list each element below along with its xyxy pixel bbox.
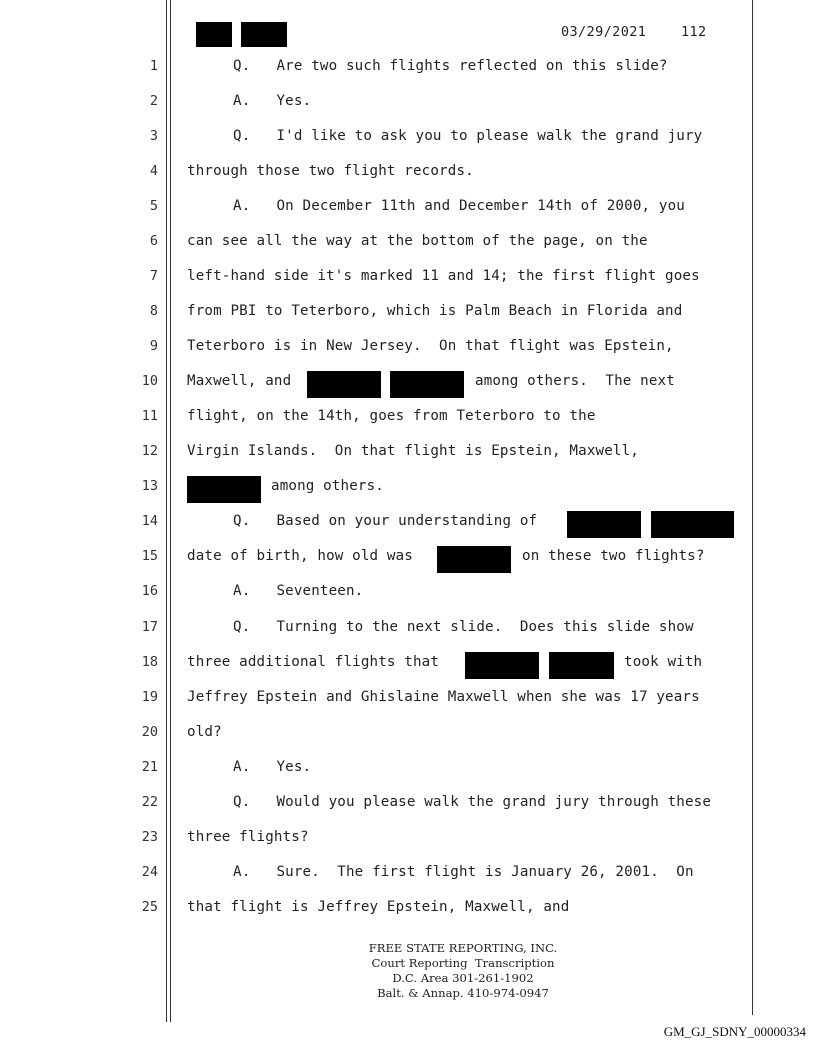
transcript-line — [0, 581, 816, 616]
redaction-block — [567, 511, 641, 538]
line-text: Q. Turning to the next slide. Does this slide show — [233, 619, 694, 635]
line-number: 1 — [149, 58, 158, 74]
transcript-line — [0, 862, 816, 897]
transcript-line — [0, 476, 816, 511]
page-header — [0, 22, 816, 50]
line-text: A. Yes. — [233, 93, 312, 109]
line-number: 20 — [141, 724, 158, 740]
line-number: 7 — [149, 268, 158, 284]
redaction-block — [196, 22, 232, 47]
transcript-line — [0, 897, 816, 932]
transcript-line — [0, 441, 816, 476]
transcript-line — [0, 56, 816, 91]
line-text: Q. I'd like to ask you to please walk the grand jury — [233, 128, 703, 144]
line-text: Jeffrey Epstein and Ghislaine Maxwell when she was 17 years — [187, 689, 700, 705]
line-number: 2 — [149, 93, 158, 109]
line-number: 11 — [141, 408, 158, 424]
line-text: among others. — [271, 478, 384, 494]
transcript-line — [0, 266, 816, 301]
transcript-line — [0, 511, 816, 546]
line-number: 6 — [149, 233, 158, 249]
line-number: 10 — [141, 373, 158, 389]
footer-phone-dc: D.C. Area 301-261-1902 — [392, 971, 534, 985]
redaction-block — [390, 371, 464, 398]
redaction-block — [465, 652, 539, 679]
line-text: Maxwell, and — [187, 373, 292, 389]
line-text: from PBI to Teterboro, which is Palm Beach in Florida and — [187, 303, 683, 319]
footer-services: Court Reporting Transcription — [371, 956, 555, 970]
line-number: 3 — [149, 128, 158, 144]
bates-number: GM_GJ_SDNY_00000334 — [663, 1024, 806, 1039]
line-number: 19 — [141, 689, 158, 705]
transcript-line — [0, 687, 816, 722]
transcript-line — [0, 652, 816, 687]
page-number: 112 — [681, 24, 707, 40]
redaction-block — [437, 546, 511, 573]
redaction-block — [307, 371, 381, 398]
line-number: 14 — [141, 513, 158, 529]
line-number: 16 — [141, 583, 158, 599]
line-text: A. Yes. — [233, 759, 312, 775]
footer-company: FREE STATE REPORTING, INC. — [368, 941, 558, 955]
line-number: 21 — [141, 759, 158, 775]
line-text: three flights? — [187, 829, 309, 845]
line-number: 12 — [141, 443, 158, 459]
line-text: Teterboro is in New Jersey. On that flight was Epstein, — [187, 338, 674, 354]
transcript-line — [0, 196, 816, 231]
redaction-block — [651, 511, 734, 538]
transcript-date: 03/29/2021 — [561, 24, 647, 40]
line-number: 22 — [141, 794, 158, 810]
line-text: Virgin Islands. On that flight is Epstein, Maxwell, — [187, 443, 639, 459]
line-text: Q. Based on your understanding of — [233, 513, 538, 529]
line-text: date of birth, how old was — [187, 548, 413, 564]
line-text: A. Seventeen. — [233, 583, 364, 599]
line-number: 9 — [149, 338, 158, 354]
line-number: 17 — [141, 619, 158, 635]
line-text: took with — [624, 654, 703, 670]
line-number: 15 — [141, 548, 158, 564]
transcript-line — [0, 827, 816, 862]
line-text: through those two flight records. — [187, 163, 474, 179]
redaction-block — [241, 22, 287, 47]
transcript-line — [0, 792, 816, 827]
line-number: 13 — [141, 478, 158, 494]
line-text: Q. Are two such flights reflected on this slide? — [233, 58, 668, 74]
line-text: can see all the way at the bottom of the page, on the — [187, 233, 648, 249]
line-text: flight, on the 14th, goes from Teterboro to the — [187, 408, 596, 424]
transcript-line — [0, 91, 816, 126]
transcript-line — [0, 546, 816, 581]
line-number: 5 — [149, 198, 158, 214]
line-text: that flight is Jeffrey Epstein, Maxwell, and — [187, 899, 570, 915]
line-number: 4 — [149, 163, 158, 179]
transcript-line — [0, 722, 816, 757]
line-text: A. On December 11th and December 14th of 2000, you — [233, 198, 685, 214]
line-number: 23 — [141, 829, 158, 845]
transcript-line — [0, 126, 816, 161]
transcript-line — [0, 617, 816, 652]
line-text: A. Sure. The first flight is January 26, 2001. On — [233, 864, 694, 880]
line-number: 24 — [141, 864, 158, 880]
transcript-line — [0, 371, 816, 406]
redaction-block — [187, 476, 261, 503]
transcript-line — [0, 161, 816, 196]
redaction-block — [549, 652, 614, 679]
line-text: left-hand side it's marked 11 and 14; the first flight goes — [187, 268, 700, 284]
footer-phone-balt: Balt. & Annap. 410-974-0947 — [377, 986, 549, 1000]
line-text: three additional flights that — [187, 654, 440, 670]
line-text: old? — [187, 724, 222, 740]
transcript-line — [0, 301, 816, 336]
transcript-line — [0, 757, 816, 792]
line-number: 18 — [141, 654, 158, 670]
transcript-line — [0, 406, 816, 441]
transcript-line — [0, 336, 816, 371]
line-text: Q. Would you please walk the grand jury through these — [233, 794, 712, 810]
line-number: 8 — [149, 303, 158, 319]
reporter-footer — [300, 941, 626, 1001]
line-text: among others. The next — [475, 373, 675, 389]
line-text: on these two flights? — [522, 548, 705, 564]
line-number: 25 — [141, 899, 158, 915]
transcript-line — [0, 231, 816, 266]
